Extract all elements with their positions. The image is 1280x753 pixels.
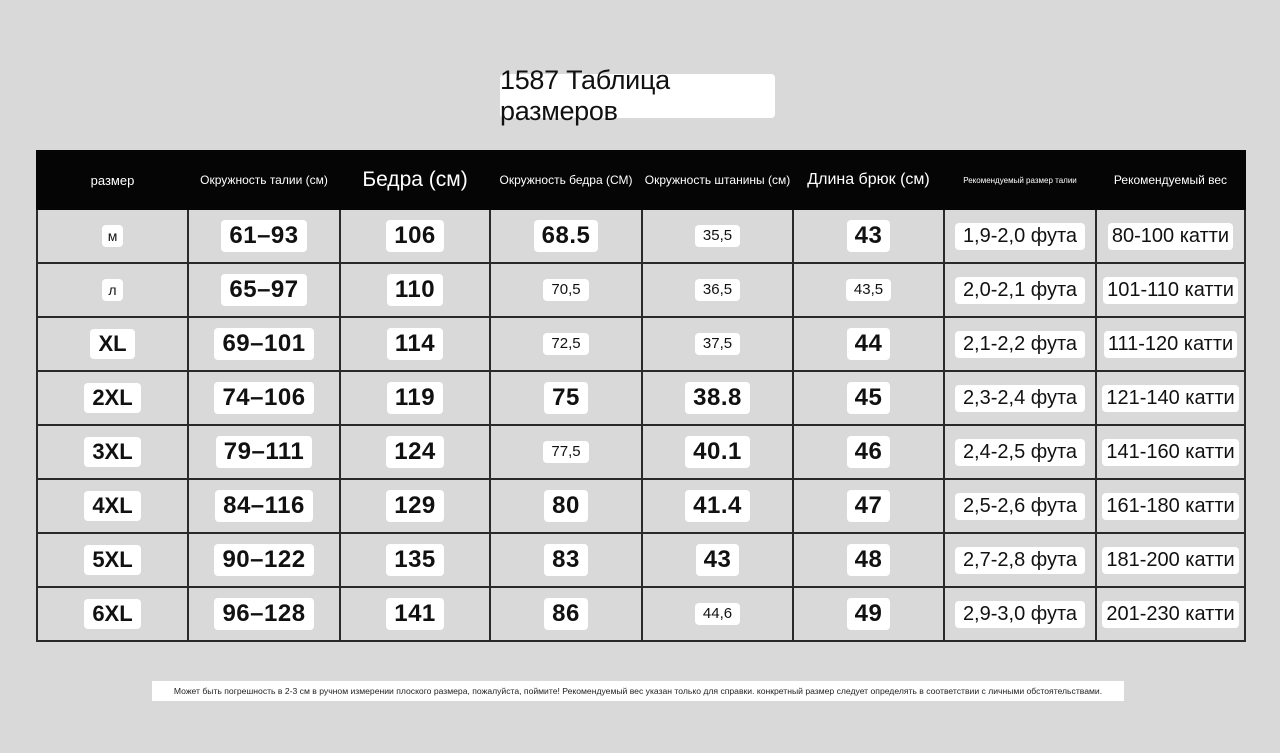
- waist-cell: 90–122: [214, 544, 313, 576]
- rec-waist-cell: 2,0-2,1 фута: [955, 277, 1085, 304]
- rec-waist-cell: 1,9-2,0 фута: [955, 223, 1085, 250]
- rec-weight-cell: 141-160 катти: [1102, 439, 1238, 466]
- waist-cell: 96–128: [214, 598, 313, 630]
- size-cell: м: [102, 225, 124, 247]
- size-cell: 4XL: [84, 491, 140, 520]
- leg-opening-cell: 41.4: [685, 490, 750, 522]
- header-hips: Бедра (см): [340, 151, 490, 209]
- waist-cell: 69–101: [214, 328, 313, 360]
- hips-cell: 119: [387, 382, 443, 414]
- leg-opening-cell: 40.1: [685, 436, 750, 468]
- size-cell: XL: [90, 329, 134, 358]
- rec-waist-cell: 2,4-2,5 фута: [955, 439, 1085, 466]
- table-row: [37, 317, 1245, 371]
- length-cell: 47: [847, 490, 891, 522]
- leg-opening-cell: 37,5: [695, 333, 740, 354]
- hips-cell: 129: [386, 490, 444, 522]
- page-title: 1587 Таблица размеров: [500, 74, 775, 118]
- header-leg-opening: Окружность штанины (см): [642, 151, 793, 209]
- thigh-cell: 70,5: [543, 279, 588, 300]
- thigh-cell: 83: [544, 544, 588, 576]
- length-cell: 43: [847, 220, 891, 252]
- footer-note: Может быть погрешность в 2-3 см в ручном измерении плоского размера, пожалуйста, поймите! Рекомендуемый вес указан только для справки. конкретный размер следует определять в соответствии с личными обстоятельствами.: [152, 681, 1124, 701]
- table-row: [37, 425, 1245, 479]
- header-thigh: Окружность бедра (СМ): [490, 151, 642, 209]
- hips-cell: 135: [386, 544, 444, 576]
- thigh-cell: 72,5: [543, 333, 588, 354]
- leg-opening-cell: 36,5: [695, 279, 740, 300]
- thigh-cell: 77,5: [543, 441, 588, 462]
- table-row: [37, 533, 1245, 587]
- length-cell: 49: [847, 598, 891, 630]
- table-row: [37, 209, 1245, 263]
- table-row: [37, 587, 1245, 641]
- length-cell: 45: [847, 382, 891, 414]
- rec-weight-cell: 101-110 катти: [1103, 277, 1238, 304]
- header-size: размер: [37, 151, 188, 209]
- rec-weight-cell: 201-230 катти: [1102, 601, 1238, 628]
- length-cell: 43,5: [846, 279, 891, 300]
- rec-waist-cell: 2,1-2,2 фута: [955, 331, 1085, 358]
- rec-waist-cell: 2,9-3,0 фута: [955, 601, 1085, 628]
- header-length: Длина брюк (см): [793, 151, 944, 209]
- leg-opening-cell: 44,6: [695, 603, 740, 624]
- waist-cell: 79–111: [216, 436, 312, 468]
- table-row: [37, 371, 1245, 425]
- rec-waist-cell: 2,5-2,6 фута: [955, 493, 1085, 520]
- hips-cell: 114: [387, 328, 443, 360]
- thigh-cell: 75: [544, 382, 588, 414]
- length-cell: 44: [847, 328, 891, 360]
- hips-cell: 141: [386, 598, 444, 630]
- table-header-row: [37, 151, 1245, 209]
- rec-waist-cell: 2,7-2,8 фута: [955, 547, 1085, 574]
- leg-opening-cell: 38.8: [685, 382, 750, 414]
- table-row: [37, 263, 1245, 317]
- rec-weight-cell: 111-120 катти: [1104, 331, 1237, 358]
- rec-weight-cell: 161-180 катти: [1102, 493, 1238, 520]
- header-rec-weight: Рекомендуемый вес: [1096, 151, 1245, 209]
- leg-opening-cell: 43: [696, 544, 740, 576]
- header-waist: Окружность талии (см): [188, 151, 340, 209]
- hips-cell: 106: [386, 220, 444, 252]
- length-cell: 48: [847, 544, 891, 576]
- size-cell: 2XL: [84, 383, 140, 412]
- size-chart-table: [36, 150, 1246, 642]
- waist-cell: 84–116: [215, 490, 313, 522]
- waist-cell: 65–97: [221, 274, 306, 306]
- thigh-cell: 68.5: [534, 220, 599, 252]
- size-cell: 5XL: [84, 545, 140, 574]
- leg-opening-cell: 35,5: [695, 225, 740, 246]
- rec-weight-cell: 181-200 катти: [1102, 547, 1238, 574]
- hips-cell: 110: [387, 274, 443, 306]
- rec-weight-cell: 80-100 катти: [1108, 223, 1233, 250]
- header-rec-waist: Рекомендуемый размер талии: [944, 151, 1096, 209]
- waist-cell: 61–93: [221, 220, 306, 252]
- table-row: [37, 479, 1245, 533]
- thigh-cell: 86: [544, 598, 588, 630]
- size-cell: 3XL: [84, 437, 140, 466]
- waist-cell: 74–106: [214, 382, 313, 414]
- length-cell: 46: [847, 436, 891, 468]
- rec-weight-cell: 121-140 катти: [1102, 385, 1238, 412]
- hips-cell: 124: [386, 436, 444, 468]
- size-cell: л: [102, 279, 122, 301]
- size-cell: 6XL: [84, 599, 140, 628]
- rec-waist-cell: 2,3-2,4 фута: [955, 385, 1085, 412]
- thigh-cell: 80: [544, 490, 588, 522]
